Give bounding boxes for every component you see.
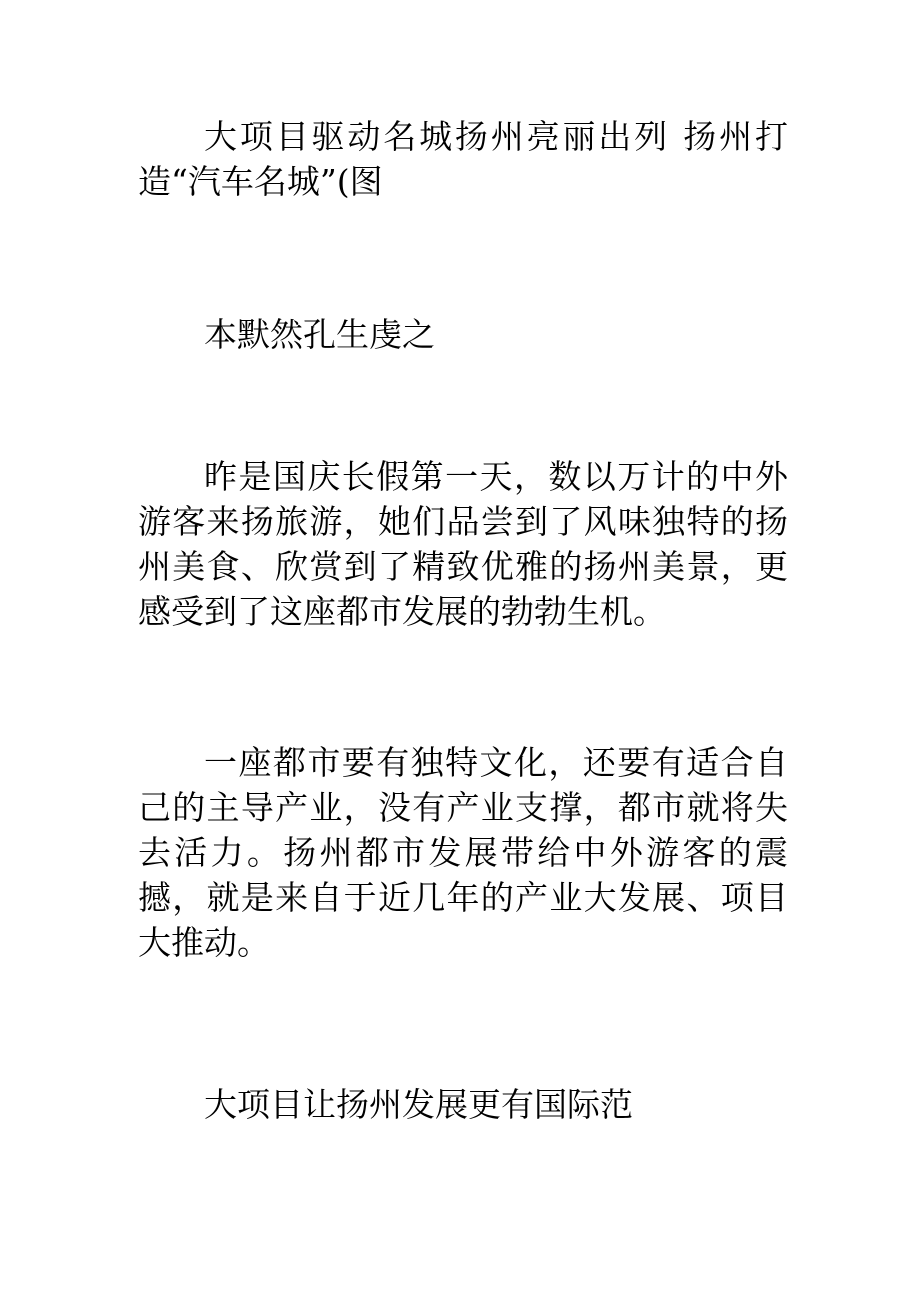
body-paragraph-2: 一座都市要有独特文化，还要有适合自己的主导产业，没有产业支撑，都市就将失去活力。扬州都市发展带给中外游客的震撼，就是来自于近几年的产业大发展、项目大推动。 xyxy=(138,743,788,962)
document-author-line: 本默然孔生虔之 xyxy=(204,315,435,354)
document-title: 大项目驱动名城扬州亮丽出列 扬州打造“汽车名城”(图 xyxy=(138,117,788,201)
section-subheading: 大项目让扬州发展更有国际范 xyxy=(204,1085,633,1124)
body-paragraph-1: 昨是国庆长假第一天，数以万计的中外游客来扬旅游，她们品尝到了风味独特的扬州美食、欣赏到了精致优雅的扬州美景，更感受到了这座都市发展的勃勃生机。 xyxy=(138,457,788,631)
